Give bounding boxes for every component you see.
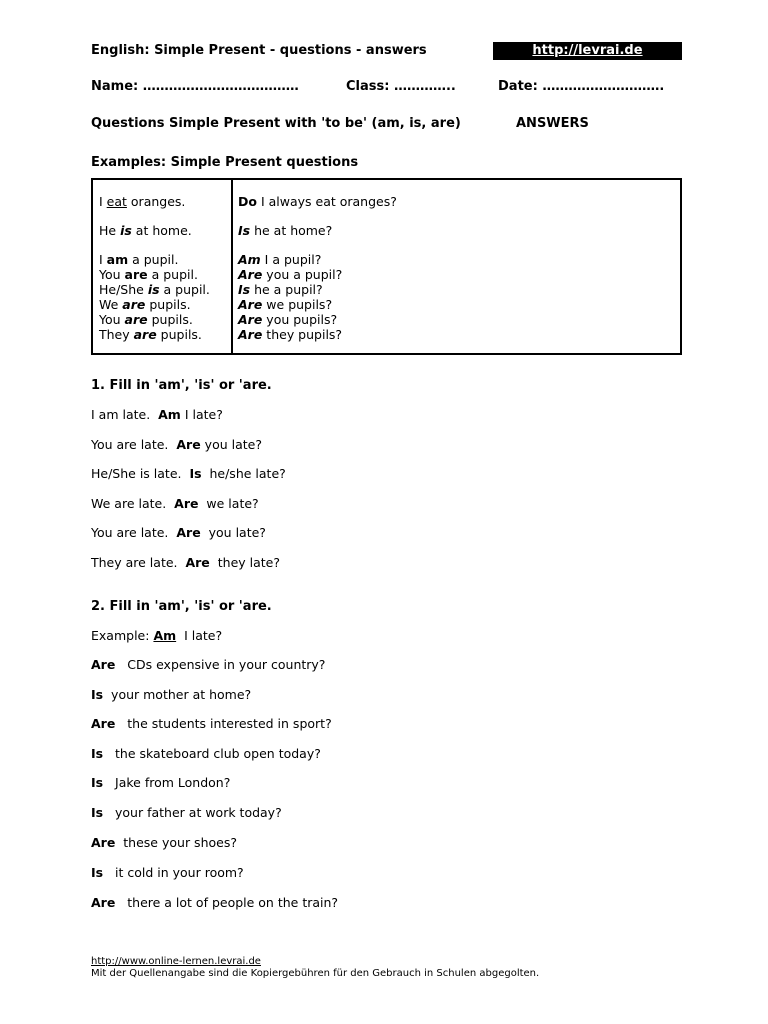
exercise2-answer: Is [91, 746, 104, 761]
exercise1-answer: Is [189, 466, 202, 481]
exercise1-answer: Are [176, 437, 201, 452]
exercise2-example: Example: Am I late? [91, 628, 223, 643]
worksheet-title: English: Simple Present - questions - answers [91, 43, 427, 58]
exercise1-title: 1. Fill in 'am', 'is' or 'are. [91, 378, 272, 393]
exercise1-item: He/She is late. Is he/she late? [91, 466, 286, 481]
exercise2-answer: Are [91, 895, 116, 910]
question-are-they-pupils: Are they pupils? [238, 327, 343, 342]
exercise2-item: Are CDs expensive in your country? [91, 657, 326, 672]
question-do: Do I always eat oranges? [238, 194, 397, 209]
exercise1-item: We are late. Are we late? [91, 496, 259, 511]
footer-note: Mit der Quellenangabe sind die Kopiergebühren für den Gebrauch in Schulen abgegolten. [91, 968, 540, 979]
examples-right-column [238, 194, 397, 342]
question-is-home: Is he at home? [238, 223, 333, 238]
example-we-pupils: We are pupils. [99, 297, 191, 312]
example-he-she-pupil: He/She is a pupil. [99, 282, 210, 297]
example-they-pupils: They are pupils. [99, 327, 202, 342]
examples-left-column [99, 194, 210, 342]
exercise2-title: 2. Fill in 'am', 'is' or 'are. [91, 599, 272, 614]
exercise2-answer: Is [91, 865, 104, 880]
exercise1-item: You are late. Are you late? [91, 525, 266, 540]
example-you-pupil: You are a pupil. [99, 267, 198, 282]
question-are-you-pupil: Are you a pupil? [238, 267, 343, 282]
exercise2-item: Is it cold in your room? [91, 865, 244, 880]
exercise2-answer: Is [91, 805, 104, 820]
example-eat: I eat oranges. [99, 194, 186, 209]
exercise2-item: Are these your shoes? [91, 835, 237, 850]
exercise1-answer: Am [158, 407, 181, 422]
question-are-you-pupils: Are you pupils? [238, 312, 338, 327]
exercise2-answer: Are [91, 835, 116, 850]
exercise2-item: Is Jake from London? [91, 775, 231, 790]
exercise2-answer: Is [91, 775, 104, 790]
exercise2-answer: Is [91, 687, 104, 702]
exercise1-item: You are late. Are you late? [91, 437, 262, 452]
exercise2-answer: Are [91, 657, 116, 672]
class-field: Class: ………….. [346, 79, 456, 94]
examples-table [91, 178, 682, 355]
example-am-pupil: I am a pupil. [99, 252, 179, 267]
table-divider [231, 180, 233, 353]
examples-title: Examples: Simple Present questions [91, 155, 359, 170]
example-you-pupils: You are pupils. [99, 312, 193, 327]
name-field: Name: ……………………………… [91, 79, 299, 94]
exercise1-answer: Are [176, 525, 201, 540]
footer-link[interactable]: http://www.online-lernen.levrai.de [91, 956, 261, 967]
exercise1-answer: Are [174, 496, 199, 511]
exercise1-item: I am late. Am I late? [91, 407, 223, 422]
example-is: He is at home. [99, 223, 192, 238]
question-is-he-pupil: Is he a pupil? [238, 282, 323, 297]
exercise2-item: Are the students interested in sport? [91, 716, 332, 731]
exercise1-answer: Are [185, 555, 210, 570]
exercise2-item: Is your father at work today? [91, 805, 282, 820]
exercise1-item: They are late. Are they late? [91, 555, 280, 570]
exercise2-item: Are there a lot of people on the train? [91, 895, 339, 910]
exercise2-item: Is the skateboard club open today? [91, 746, 321, 761]
site-url-link[interactable]: http://levrai.de [493, 42, 682, 60]
section-title: Questions Simple Present with 'to be' (am, is, are) [91, 116, 461, 131]
question-am-pupil: Am I a pupil? [238, 252, 322, 267]
exercise2-example-answer: Am [153, 628, 177, 643]
question-are-we-pupils: Are we pupils? [238, 297, 333, 312]
exercise2-answer: Are [91, 716, 116, 731]
answers-label: ANSWERS [516, 116, 589, 131]
exercise2-item: Is your mother at home? [91, 687, 252, 702]
date-field: Date: ………………………. [498, 79, 665, 94]
